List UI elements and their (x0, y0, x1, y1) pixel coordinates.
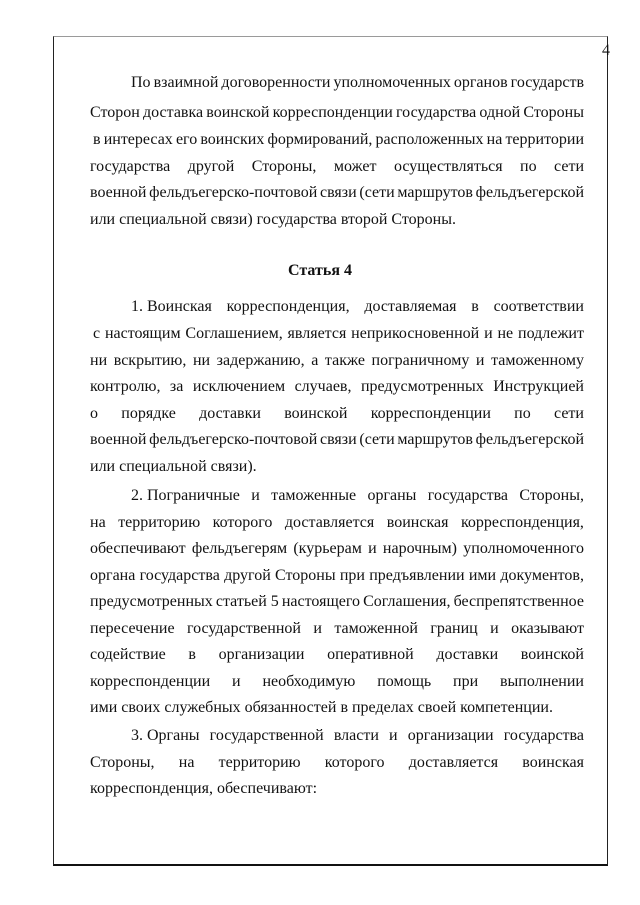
text-line (90, 513, 584, 533)
word: ни (192, 352, 211, 369)
word: по (514, 405, 531, 422)
word: о (90, 405, 98, 422)
word: доставки (436, 646, 499, 663)
word: государств (510, 74, 584, 91)
word: воинских (200, 131, 265, 148)
word: выполнении (500, 673, 584, 690)
word: Соглашения, (363, 593, 451, 610)
word: Стороны, (251, 158, 317, 175)
word: связи (319, 184, 357, 201)
word: Стороны, (519, 487, 584, 504)
word: корреспонденция, (226, 298, 350, 315)
word: нарочным) (382, 540, 457, 557)
word: ими (468, 567, 497, 584)
word: сети (554, 158, 584, 175)
text-line (90, 753, 584, 773)
word: Стороны, (90, 754, 155, 771)
word: связи (319, 431, 357, 448)
word: пограничному (371, 352, 470, 369)
word: маршрутов (397, 184, 473, 201)
word: уполномоченного (463, 540, 584, 557)
word: сети (554, 405, 584, 422)
word: Стороны (275, 567, 336, 584)
word: документов, (500, 567, 584, 584)
word: фельдъегерям (191, 540, 288, 557)
text-line (90, 430, 584, 450)
word: и (484, 325, 493, 342)
word: корреспонденции (90, 673, 211, 690)
word: территории (505, 131, 584, 148)
word: другой (224, 567, 271, 584)
word: фельдъегерской (475, 431, 584, 448)
word: а (311, 352, 319, 369)
word: (сети (359, 184, 395, 201)
word: взаимной (153, 74, 219, 91)
word: таможенной (334, 620, 418, 637)
word: доставляется (284, 514, 375, 531)
word: вскрытию, (113, 352, 187, 369)
word: задержанию, (216, 352, 305, 369)
word: уполномоченных (333, 74, 451, 91)
word: воинской (206, 104, 270, 121)
page-number: 4 (602, 42, 610, 59)
word: и (490, 620, 499, 637)
word: в (471, 298, 479, 315)
word: одной (479, 104, 521, 121)
word: может (333, 158, 377, 175)
word: Стороны (523, 104, 584, 121)
word: государственной (186, 620, 301, 637)
word: расположенных (375, 131, 484, 148)
word: доставляемая (364, 298, 457, 315)
text-line (131, 726, 584, 746)
word: необходимую (262, 673, 356, 690)
word: органа (90, 567, 136, 584)
word: таможенному (491, 352, 584, 369)
word: его (175, 131, 198, 148)
text-line (90, 103, 584, 123)
text-line (90, 377, 584, 397)
text-line (90, 672, 584, 692)
word: формирований, (267, 131, 373, 148)
word: не (497, 325, 514, 342)
word: воинской (520, 646, 584, 663)
word: ни (90, 352, 108, 369)
word: Сторон (90, 104, 140, 121)
word: организации (218, 646, 305, 663)
text-line (93, 130, 584, 150)
word: По (131, 74, 151, 91)
text-line (131, 297, 584, 317)
word: Соглашением, (185, 325, 283, 342)
word: исключением (192, 378, 286, 395)
word: и (475, 352, 485, 369)
word: фельдъегерско-почтовой (149, 184, 318, 201)
word: по (520, 158, 537, 175)
text-line (90, 566, 584, 586)
word: оперативной (327, 646, 414, 663)
word: государства (396, 104, 477, 121)
word: и (232, 673, 241, 690)
word: и (389, 727, 398, 744)
text-line (90, 592, 584, 612)
word: организации (407, 727, 494, 744)
word: неприкосновенной (351, 325, 480, 342)
word: контролю, (90, 378, 161, 395)
word: при (453, 673, 479, 690)
word: границ (430, 620, 478, 637)
word: и (251, 487, 260, 504)
word: органы (367, 487, 417, 504)
text-line (90, 539, 584, 559)
word: воинская (522, 754, 584, 771)
word: доставки (199, 405, 261, 422)
word: содействие (90, 646, 166, 663)
word: доставляется (408, 754, 499, 771)
word: случаев, (294, 378, 352, 395)
text-line (90, 157, 584, 177)
text-line (90, 351, 584, 371)
word: корреспонденции (272, 104, 393, 121)
word: территорию (218, 754, 301, 771)
text-line: или специальной связи). (90, 458, 257, 475)
text-line (90, 404, 584, 424)
word: фельдъегерско-почтовой (149, 431, 318, 448)
word: на (90, 514, 106, 531)
word: другой (187, 158, 235, 175)
word: и (368, 540, 377, 557)
word: воинская (386, 514, 449, 531)
word: корреспонденция, (460, 514, 584, 531)
word: интересах (103, 131, 173, 148)
word: договоренности (221, 74, 331, 91)
word: государства (139, 567, 220, 584)
text-line: или специальной связи) государства второй Стороны. (90, 211, 456, 228)
word: в (188, 646, 196, 663)
word: на (178, 754, 195, 771)
word: военной (90, 431, 147, 448)
word: которого (324, 754, 385, 771)
word: государства (503, 727, 584, 744)
word: 2. Пограничные (131, 487, 240, 504)
text-line (90, 183, 584, 203)
word: воинской (284, 405, 348, 422)
word: 1. Воинская (131, 298, 212, 315)
word: Инструкцией (493, 378, 584, 395)
word: является (287, 325, 347, 342)
word: маршрутов (397, 431, 473, 448)
word: в (93, 131, 101, 148)
word: подлежит (518, 325, 584, 342)
word: предъявлении (369, 567, 465, 584)
word: осуществляться (393, 158, 503, 175)
word: при (339, 567, 365, 584)
text-line (131, 73, 584, 93)
word: военной (90, 184, 147, 201)
word: на (486, 131, 503, 148)
word: государственной (209, 727, 324, 744)
word: государства (90, 158, 171, 175)
text-line (90, 645, 584, 665)
word: предусмотренных (360, 378, 484, 395)
article-heading: Статья 4 (288, 262, 352, 279)
word: доставка (142, 104, 204, 121)
word: помощь (377, 673, 432, 690)
word: власти (333, 727, 379, 744)
word: настоящим (104, 325, 181, 342)
word: за (169, 378, 184, 395)
text-line (90, 619, 584, 639)
text-line: ими своих служебных обязанностей в пределах своей компетенции. (90, 699, 553, 716)
word: (курьерам (293, 540, 362, 557)
word: предусмотренных (90, 593, 213, 610)
text-line: корреспонденция, обеспечивают: (90, 780, 318, 797)
word: оказывают (511, 620, 584, 637)
word: с (93, 325, 101, 342)
word: фельдъегерской (475, 184, 584, 201)
word: также (324, 352, 365, 369)
word: государства (427, 487, 509, 504)
word: которого (212, 514, 273, 531)
word: территорию (118, 514, 201, 531)
word: настоящего (281, 593, 361, 610)
word: беспрепятственное (453, 593, 584, 610)
word: пересечение (90, 620, 175, 637)
word: органов (453, 74, 508, 91)
word: и (313, 620, 322, 637)
word: 3. Органы (131, 727, 200, 744)
text-line (131, 486, 584, 506)
word: (сети (359, 431, 395, 448)
word: обеспечивают (90, 540, 186, 557)
word: соответствии (493, 298, 584, 315)
word: порядке (121, 405, 176, 422)
word: корреспонденции (370, 405, 491, 422)
text-line (93, 324, 584, 344)
word: таможенные (271, 487, 357, 504)
word: статьей 5 (215, 593, 279, 610)
